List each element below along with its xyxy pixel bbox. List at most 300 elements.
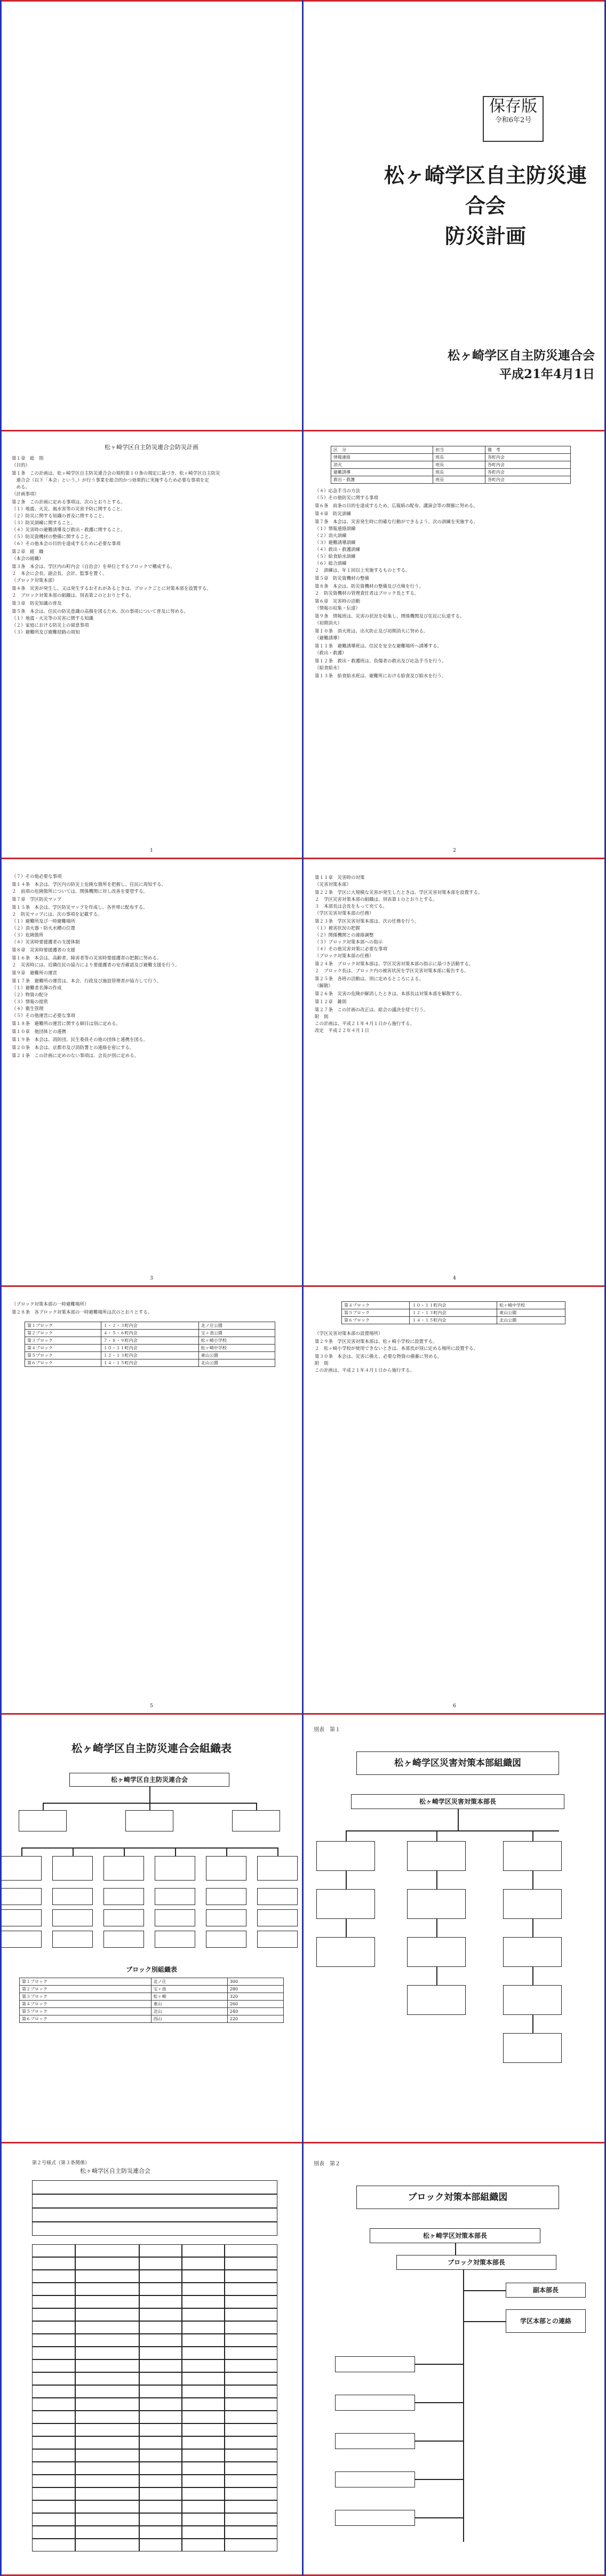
form-row bbox=[32, 2359, 277, 2372]
connector bbox=[532, 1830, 533, 1841]
form-col bbox=[181, 2526, 182, 2539]
text-line: 第２０条 本会は、京都市及び消防署との連絡を密にする。 bbox=[12, 1045, 134, 1051]
form-col bbox=[139, 2347, 140, 2359]
org-sub-box bbox=[52, 1909, 93, 1926]
chart-title-box: 松ヶ崎学区災害対策本部組織図 bbox=[356, 1751, 559, 1775]
block-chief-box: ブロック対策本部長 bbox=[396, 2255, 556, 2270]
hq-team-box bbox=[407, 1937, 466, 1967]
text-line: （ブロック対策本部の任務） bbox=[315, 954, 374, 959]
text-line: 第６章 災害時の活動 bbox=[315, 599, 361, 604]
table-cell: 各町内会 bbox=[485, 469, 570, 476]
form-col bbox=[224, 2526, 225, 2539]
text-line: 第１０条 消火班は、出火防止及び初期消火に努める。 bbox=[315, 629, 428, 634]
table-cell: 第１ブロック bbox=[25, 1322, 101, 1330]
table-cell: 第６ブロック bbox=[20, 2015, 152, 2023]
form-row bbox=[32, 2295, 277, 2308]
connector bbox=[463, 2290, 506, 2291]
org-sub-box bbox=[103, 1888, 144, 1905]
connector bbox=[463, 2270, 464, 2542]
table-row bbox=[342, 1309, 565, 1317]
text-line: 第１８条 避難所の運営に関する細目は別に定める。 bbox=[12, 1021, 121, 1027]
org-mid-box bbox=[19, 1810, 67, 1831]
form-col bbox=[224, 2334, 225, 2347]
table-cell: 班長 bbox=[433, 469, 485, 476]
table-cell: ４・５・６町内会 bbox=[101, 1330, 198, 1337]
form-col bbox=[224, 2257, 225, 2270]
text-line: 第３０条 本会は、災害に備え、必要な物資の備蓄に努める。 bbox=[315, 1354, 442, 1359]
form-col bbox=[139, 2308, 140, 2321]
cover-date: 平成21年4月1日 bbox=[499, 366, 595, 381]
text-line: 第２２条 学区に大規模な災害が発生したときは、学区災害対策本部を設置する。 bbox=[315, 890, 483, 895]
text-line: （４）その他災害対策に必要な事項 bbox=[315, 947, 388, 952]
form-row bbox=[32, 2436, 277, 2449]
table-cell: 第３ブロック bbox=[25, 1337, 101, 1345]
page-number: 1 bbox=[150, 848, 153, 853]
rules-page-2-body bbox=[315, 488, 594, 680]
text-line: 第１５条 本会は、学区防災マップを作成し、各世帯に配布する。 bbox=[12, 905, 148, 910]
org-sub-box bbox=[103, 1909, 144, 1926]
form-row bbox=[32, 2526, 277, 2539]
text-line: 第７章 学区防災マップ bbox=[12, 897, 62, 902]
form-row bbox=[32, 2372, 277, 2385]
text-line: （計画事項） bbox=[12, 492, 39, 497]
rules-page-3-body bbox=[12, 874, 291, 1060]
text-line: ２ 災害時には、近隣住民の協力により要援護者の安否確認及び避難支援を行う。 bbox=[12, 963, 180, 968]
form-row bbox=[32, 2462, 277, 2475]
connector bbox=[415, 2517, 463, 2518]
disaster-hq-chart-page bbox=[303, 1714, 606, 2143]
rules-page-5-body bbox=[12, 1301, 291, 1316]
connector bbox=[436, 1871, 437, 1889]
text-line: （情報の収集・伝達） bbox=[315, 606, 361, 611]
figure-label: 別表 第１ bbox=[314, 1727, 340, 1733]
form-col bbox=[181, 2500, 182, 2513]
form-col bbox=[75, 2436, 76, 2449]
form-col bbox=[224, 2475, 225, 2487]
table-row bbox=[331, 454, 571, 461]
table-cell: 避難誘導 bbox=[331, 469, 433, 476]
text-line: 第８章 災害時要援護者の支援 bbox=[12, 948, 76, 953]
form-col bbox=[181, 2283, 182, 2295]
text-line: ３ 本部長は会長をもって充てる。 bbox=[315, 904, 388, 909]
table-row bbox=[331, 446, 571, 454]
text-line: （目的） bbox=[12, 463, 30, 468]
form-col bbox=[224, 2398, 225, 2411]
hq-team-box bbox=[407, 1889, 466, 1919]
page-number: 4 bbox=[453, 1276, 456, 1281]
form-subtitle: 第２号様式（第３条関係） bbox=[32, 2161, 90, 2166]
form-col bbox=[181, 2321, 182, 2334]
text-line: （ブロック対策本部の一時避難場所） bbox=[12, 1302, 89, 1307]
form-col bbox=[181, 2295, 182, 2308]
text-line: （救出・救護） bbox=[315, 651, 347, 656]
text-line: 第１７条 避難所の運営は、本会、行政及び施設管理者が協力して行う。 bbox=[12, 979, 162, 984]
form-row bbox=[32, 2500, 277, 2513]
text-line: 改定 平成２２年４月１日 bbox=[315, 1028, 370, 1034]
hq-team-box bbox=[503, 1889, 562, 1919]
form-page bbox=[0, 2143, 303, 2576]
table-row bbox=[25, 1322, 275, 1330]
form-col bbox=[181, 2347, 182, 2359]
page-number: 3 bbox=[150, 1276, 153, 1281]
duty-table bbox=[331, 446, 571, 484]
form-col bbox=[224, 2308, 225, 2321]
org-block-box bbox=[103, 1856, 144, 1881]
divider bbox=[302, 0, 304, 2576]
form-col bbox=[139, 2244, 140, 2257]
form-col bbox=[139, 2411, 140, 2423]
text-line: （１）地震、火災、風水害等の災害予防に関すること。 bbox=[12, 507, 125, 512]
form-col bbox=[181, 2308, 182, 2321]
form-row bbox=[32, 2398, 277, 2411]
form-col bbox=[139, 2500, 140, 2513]
form-row bbox=[32, 2411, 277, 2423]
connector bbox=[463, 2321, 506, 2322]
text-line: （５）給食給水訓練 bbox=[315, 554, 356, 559]
text-line: 第２章 組 織 bbox=[12, 549, 44, 555]
org-sub-box bbox=[103, 1931, 144, 1948]
text-line: （解散） bbox=[315, 983, 333, 989]
divider bbox=[0, 0, 2, 2576]
table-cell: 班長 bbox=[433, 461, 485, 469]
text-line: 第２７条 この計画の改正は、総会の議決を経て行う。 bbox=[315, 1007, 428, 1013]
form-header-row bbox=[32, 2180, 277, 2194]
form-col bbox=[75, 2398, 76, 2411]
text-line: 第１条 この計画は、松ヶ崎学区自主防災連合会の規約第１０条の規定に基づき、松ヶ崎学区自主防災 bbox=[12, 471, 220, 476]
table-row bbox=[342, 1317, 565, 1324]
form-header-row bbox=[32, 2194, 277, 2208]
form-col bbox=[139, 2321, 140, 2334]
table-cell: 松ヶ崎中学校 bbox=[497, 1302, 565, 1309]
table-row bbox=[25, 1345, 275, 1352]
hq-team-box bbox=[503, 2033, 562, 2063]
text-line: （３）ブロック対策本部への指示 bbox=[315, 940, 383, 945]
connector bbox=[43, 1803, 44, 1810]
form-row bbox=[32, 2321, 277, 2334]
text-line: （２）消火器・防火水槽の位置 bbox=[12, 926, 76, 931]
org-sub-box bbox=[155, 1909, 195, 1926]
connector bbox=[455, 2243, 456, 2255]
table-row bbox=[20, 2001, 284, 2008]
table-cell: 宝ヶ池 bbox=[151, 1986, 227, 1993]
form-row bbox=[32, 2385, 277, 2398]
hq-team-box bbox=[503, 1937, 562, 1967]
text-line: ２ 訓練は、年１回以上実施するものとする。 bbox=[315, 568, 410, 573]
text-line: 第１６条 本会は、高齢者、障害者等の災害時要援護者の把握に努める。 bbox=[12, 956, 162, 961]
text-line: 第１１章 災害時の対策 bbox=[315, 875, 365, 881]
figure-label: 別表 第２ bbox=[314, 2161, 340, 2167]
rules-page-2 bbox=[303, 431, 606, 859]
form-col bbox=[75, 2283, 76, 2295]
form-row bbox=[32, 2283, 277, 2295]
org-sub-box bbox=[206, 1931, 246, 1948]
form-col bbox=[75, 2385, 76, 2398]
form-col bbox=[181, 2436, 182, 2449]
text-line: （１）被害状況の把握 bbox=[315, 926, 361, 931]
text-line: （６）その他本会の目的を達成するために必要な事項 bbox=[12, 541, 121, 547]
hq-team-box bbox=[316, 1889, 375, 1919]
block-hq-chart-page bbox=[303, 2143, 606, 2576]
connector bbox=[436, 1967, 437, 1985]
connector bbox=[346, 1871, 347, 1889]
text-line: （学区災害対策本部の任務） bbox=[315, 911, 374, 916]
text-line: （本会の組織） bbox=[12, 556, 44, 562]
table-cell: １・２・３町内会 bbox=[101, 1322, 198, 1330]
form-col bbox=[181, 2257, 182, 2270]
text-line: （３）避難誘導訓練 bbox=[315, 540, 356, 546]
table-cell: 280 bbox=[227, 1986, 283, 1993]
hq-team-box bbox=[503, 1841, 562, 1871]
cover-footer bbox=[419, 347, 595, 383]
text-line: 第１２条 救出・救護班は、負傷者の救出及び応急手当を行う。 bbox=[315, 659, 446, 664]
text-line: 第１０章 他団体との連携 bbox=[12, 1029, 67, 1035]
hq-team-box bbox=[316, 1937, 375, 1967]
text-line: （２）防災に関する知識の普及に関すること。 bbox=[12, 514, 107, 519]
org-sub-box bbox=[257, 1931, 298, 1948]
org-sub-box bbox=[206, 1909, 246, 1926]
table-cell: 松ヶ崎中学校 bbox=[198, 1345, 275, 1352]
table-cell: １２・１３町内会 bbox=[410, 1309, 497, 1317]
table-cell: 第３ブロック bbox=[20, 1993, 152, 2001]
form-col bbox=[75, 2487, 76, 2500]
rules-page-3 bbox=[0, 859, 303, 1286]
text-line: （ブロック対策本部） bbox=[12, 578, 57, 583]
org-sub-box bbox=[155, 1931, 195, 1948]
table-row bbox=[25, 1359, 275, 1367]
table-cell: １４・１５町内会 bbox=[101, 1359, 198, 1367]
connector bbox=[124, 1847, 125, 1856]
table-cell: 西山 bbox=[151, 2015, 227, 2023]
chart-title-box: ブロック対策本部組織図 bbox=[356, 2186, 559, 2209]
form-col bbox=[224, 2244, 225, 2257]
connector bbox=[346, 1830, 347, 1841]
blank-page bbox=[0, 0, 303, 431]
rules-page-1 bbox=[0, 431, 303, 859]
form-col bbox=[181, 2244, 182, 2257]
text-line: 第１章 総 則 bbox=[12, 456, 44, 461]
table-cell: 各町内会 bbox=[485, 461, 570, 469]
rules-page-6 bbox=[303, 1286, 606, 1714]
form-col bbox=[181, 2359, 182, 2372]
form-col bbox=[75, 2411, 76, 2423]
text-line: （３）避難所及び避難経路の周知 bbox=[12, 630, 80, 635]
form-row bbox=[32, 2423, 277, 2436]
table-cell: １２・１３町内会 bbox=[101, 1352, 198, 1359]
table-cell: 320 bbox=[227, 1993, 283, 2001]
text-line: （６）総合訓練 bbox=[315, 561, 347, 566]
cover-title-line2: 防災計画 bbox=[444, 224, 526, 248]
form-col bbox=[224, 2295, 225, 2308]
table-cell: １０・１１町内会 bbox=[410, 1302, 497, 1309]
form-col bbox=[139, 2436, 140, 2449]
form-col bbox=[75, 2244, 76, 2257]
cover-stamp-text: 保存版 bbox=[489, 97, 537, 116]
connector bbox=[415, 2479, 463, 2480]
table-cell: 各町内会 bbox=[485, 476, 570, 484]
connector bbox=[277, 1847, 278, 1856]
form-col bbox=[224, 2449, 225, 2462]
text-line: 第５章 防災資機材の整備 bbox=[315, 576, 370, 581]
form-col bbox=[75, 2462, 76, 2475]
table-cell: 東山公園 bbox=[198, 1352, 275, 1359]
text-line: この計画は、平成２１年４月１日から施行する。 bbox=[315, 1368, 415, 1373]
hq-team-box bbox=[407, 1841, 466, 1871]
form-col bbox=[75, 2539, 76, 2551]
text-line: 第７条 本会は、災害発生時に的確な行動ができるよう、次の訓練を実施する。 bbox=[315, 519, 479, 525]
form-col bbox=[139, 2475, 140, 2487]
text-line: 第２４条 ブロック対策本部は、学区災害対策本部の指示に基づき活動する。 bbox=[315, 962, 474, 967]
form-title: 松ヶ崎学区自主防災連合会 bbox=[80, 2167, 150, 2174]
table-row bbox=[20, 2015, 284, 2023]
text-line: ２ 学区災害対策本部の組織は、別表第１のとおりとする。 bbox=[315, 897, 437, 902]
table-cell: 北山 bbox=[151, 2008, 227, 2015]
text-line: 第２６条 災害の危険が解消したときは、本部長は対策本部を解散する。 bbox=[315, 991, 465, 997]
form-col bbox=[224, 2385, 225, 2398]
table-cell: 300 bbox=[227, 1978, 283, 1986]
text-line: （５）防災資機材の整備に関すること。 bbox=[12, 534, 94, 540]
cover-stamp bbox=[483, 96, 544, 142]
connector bbox=[149, 1787, 150, 1803]
text-line: ２ ブロック長は、ブロック内の被害状況を学区災害対策本部に報告する。 bbox=[315, 969, 469, 974]
form-col bbox=[75, 2308, 76, 2321]
text-line: 第２８条 各ブロック対策本部の一時避難場所は次のとおりとする。 bbox=[12, 1310, 153, 1315]
form-col bbox=[224, 2462, 225, 2475]
text-line: 第２３条 学区災害対策本部は、次の任務を行う。 bbox=[315, 919, 419, 924]
text-line: ２ 本会に会長、副会長、会計、監事を置く。 bbox=[12, 571, 107, 577]
org-sub-box bbox=[155, 1888, 195, 1905]
form-col bbox=[75, 2334, 76, 2347]
text-line: 第１２章 雑則 bbox=[315, 999, 347, 1005]
text-line: （１）避難者名簿の作成 bbox=[12, 986, 62, 991]
table-cell: 第２ブロック bbox=[20, 1986, 152, 1993]
form-col bbox=[224, 2283, 225, 2295]
connector bbox=[21, 1847, 22, 1856]
table-cell: １０・１１町内会 bbox=[101, 1345, 198, 1352]
text-line: 連合会（以下「本会」という。）が行う事業を総合的かつ効果的に実施するため必要な事項を定 bbox=[12, 478, 209, 483]
hq-team-box bbox=[316, 1841, 375, 1871]
form-header-row bbox=[32, 2222, 277, 2236]
block-table-continued bbox=[341, 1301, 565, 1324]
text-line: （４）衛生管理 bbox=[12, 1006, 44, 1012]
text-line: （５）その他運営に必要な事項 bbox=[12, 1013, 76, 1019]
table-cell: 松ヶ崎小学校 bbox=[198, 1337, 275, 1345]
table-cell: 担当 bbox=[433, 446, 485, 454]
block-head-box: 松ヶ崎学区対策本部長 bbox=[370, 2228, 540, 2243]
org-sub-box bbox=[1, 1888, 42, 1905]
form-col bbox=[224, 2347, 225, 2359]
text-line: 附 則 bbox=[315, 1014, 329, 1020]
text-line: 第９章 避難所の運営 bbox=[12, 971, 58, 976]
table-cell: 宝ヶ池公園 bbox=[198, 1330, 275, 1337]
connector bbox=[21, 1847, 277, 1849]
rules-page-6-body bbox=[315, 1331, 594, 1374]
text-line: 第２１条 この計画に定めのない事項は、会長が別に定める。 bbox=[12, 1053, 139, 1059]
table-row bbox=[331, 469, 571, 476]
form-col bbox=[224, 2487, 225, 2500]
org-sub-box bbox=[1, 1931, 42, 1948]
form-col bbox=[139, 2295, 140, 2308]
connector bbox=[226, 1847, 227, 1856]
form-col bbox=[75, 2372, 76, 2385]
form-col bbox=[139, 2423, 140, 2436]
connector bbox=[532, 2015, 533, 2033]
team-box bbox=[335, 2510, 415, 2526]
table-row bbox=[342, 1302, 565, 1309]
text-line: ２ 防災マップには、次の事項を記載する。 bbox=[12, 912, 102, 917]
text-line: （学区災害対策本部の設置場所） bbox=[315, 1331, 383, 1337]
table-cell: 220 bbox=[227, 2015, 283, 2023]
connector bbox=[532, 1871, 533, 1889]
text-line: （３）危険箇所 bbox=[12, 933, 44, 938]
text-line: 第２条 この計画に定める事項は、次のとおりとする。 bbox=[12, 500, 125, 505]
form-col bbox=[181, 2372, 182, 2385]
text-line: （３）防災訓練に関すること。 bbox=[12, 521, 76, 526]
form-row bbox=[32, 2513, 277, 2526]
table-row bbox=[20, 2008, 284, 2015]
text-line: （３）情報の提供 bbox=[12, 999, 49, 1005]
form-col bbox=[139, 2513, 140, 2526]
table-cell: 第４ブロック bbox=[20, 2001, 152, 2008]
form-col bbox=[181, 2449, 182, 2462]
form-col bbox=[181, 2423, 182, 2436]
page-number: 5 bbox=[150, 1703, 153, 1709]
form-col bbox=[181, 2475, 182, 2487]
rules-heading: 松ヶ崎学区自主防災連合会防災計画 bbox=[105, 444, 198, 451]
text-line: （４）災害時要援護者の支援体制 bbox=[12, 940, 80, 945]
form-row bbox=[32, 2539, 277, 2551]
text-line: （７）その他必要な事項 bbox=[12, 874, 62, 879]
form-row bbox=[32, 2475, 277, 2487]
cover-title bbox=[379, 160, 592, 251]
connector bbox=[415, 2364, 463, 2365]
form-col bbox=[224, 2423, 225, 2436]
block-org-table bbox=[19, 1978, 284, 2023]
form-row bbox=[32, 2244, 277, 2257]
table-cell: 東山 bbox=[151, 2001, 227, 2008]
form-col bbox=[139, 2257, 140, 2270]
table-cell: 各町内会 bbox=[485, 454, 570, 461]
text-line: 第２９条 学区災害対策本部は、松ヶ崎小学校に設置する。 bbox=[315, 1339, 437, 1345]
form-col bbox=[139, 2398, 140, 2411]
text-line: （災害対策本部） bbox=[315, 882, 352, 887]
table-cell: 第１ブロック bbox=[20, 1978, 152, 1986]
hq-team-box bbox=[407, 1985, 466, 2015]
text-line: 第２５条 各班の活動は、別に定めるところによる。 bbox=[315, 977, 424, 982]
table-cell: 260 bbox=[227, 2001, 283, 2008]
org-block-box bbox=[155, 1856, 195, 1881]
form-col bbox=[75, 2321, 76, 2334]
connector bbox=[415, 2402, 463, 2403]
rules-page-5 bbox=[0, 1286, 303, 1714]
form-col bbox=[181, 2539, 182, 2551]
text-line: （５）その他防災に関する事項 bbox=[315, 495, 379, 501]
form-col bbox=[139, 2334, 140, 2347]
text-line: 第１４条 本会は、学区内の防災上危険な箇所を把握し、住民に周知する。 bbox=[12, 882, 166, 887]
text-line: ２ 前項の危険箇所については、関係機関に対し改善を要望する。 bbox=[12, 889, 148, 894]
form-col bbox=[75, 2449, 76, 2462]
table-cell: 班長 bbox=[433, 476, 485, 484]
text-line: （４）災害時の避難誘導及び救出・救護に関すること。 bbox=[12, 527, 125, 533]
text-line: 第４条 災害が発生し、又は発生するおそれがあるときは、ブロックごとに対策本部を設置する。 bbox=[12, 586, 211, 591]
form-col bbox=[181, 2513, 182, 2526]
text-line: 第６条 前条の目的を達成するため、広報紙の配布、講演会等の開催に努める。 bbox=[315, 503, 478, 509]
form-col bbox=[139, 2359, 140, 2372]
form-col bbox=[75, 2500, 76, 2513]
table-cell: 区 分 bbox=[331, 446, 433, 454]
form-col bbox=[75, 2359, 76, 2372]
text-line: （２）家庭における防災上の留意事項 bbox=[12, 623, 89, 628]
text-line: （２）物資の配分 bbox=[12, 993, 49, 998]
